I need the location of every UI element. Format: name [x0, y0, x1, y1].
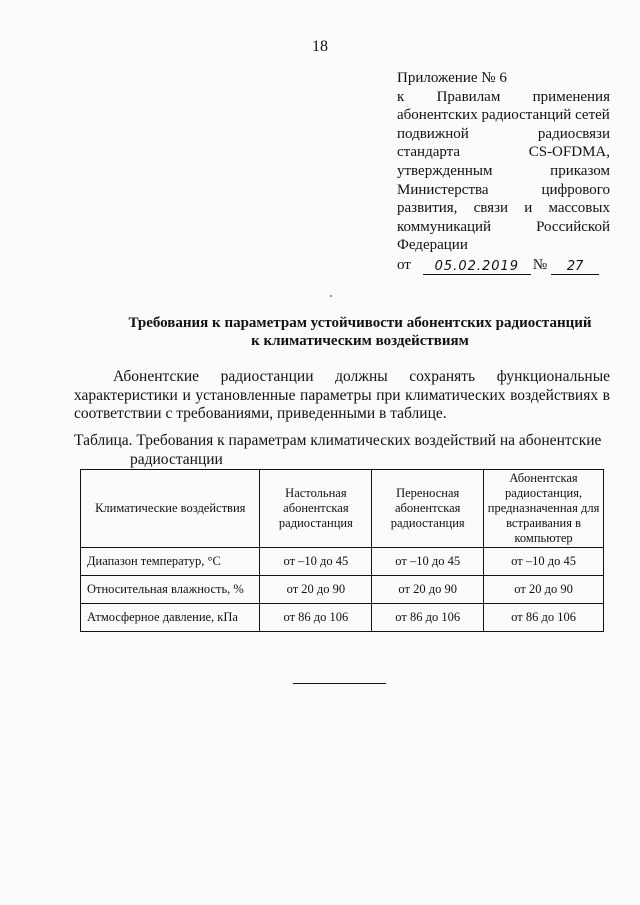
appendix-line [397, 162, 610, 181]
table-cell: от 86 до 106 [484, 604, 604, 632]
appendix-line [397, 199, 610, 218]
body-paragraph: Абонентские радиостанции должны сохранять функциональные характеристики и установленные параметры при климатических воздействиях в соответствии с требованиями, приведенными в таблице. [74, 368, 610, 422]
appendix-word: к [397, 88, 405, 105]
column-header: Климатические воздействия [81, 470, 260, 548]
appendix-word: подвижной [397, 125, 469, 142]
end-divider [293, 683, 386, 684]
column-header: Настольная абонентская радиостанция [260, 470, 372, 548]
appendix-word: Российской [536, 218, 610, 235]
appendix-word: CS-OFDMA, [528, 144, 610, 161]
appendix-word: стандарта [397, 144, 461, 161]
table-caption [74, 432, 612, 469]
requirements-table [80, 469, 604, 632]
table-cell: от –10 до 45 [484, 548, 604, 576]
table-cell: от 20 до 90 [484, 576, 604, 604]
appendix-word: развития, [397, 200, 458, 217]
caption-line: Таблица. Требования к параметрам климатических воздействий на абонентские [74, 432, 602, 449]
date-prefix: от [397, 256, 411, 273]
caption-line: радиостанции [130, 450, 223, 468]
handwritten-date: 05.02.2019 [423, 259, 531, 275]
appendix-title: Приложение № 6 [397, 70, 507, 86]
appendix-line: Федерации [397, 237, 468, 254]
table-row [81, 576, 604, 604]
table-cell: Атмосферное давление, кПа [81, 604, 260, 632]
appendix-word: Правилам [436, 88, 501, 105]
column-header: Переносная абонентская радиостанция [372, 470, 484, 548]
appendix-line [397, 143, 610, 162]
appendix-header [397, 69, 610, 275]
page-number: 18 [312, 38, 328, 55]
table-cell: от –10 до 45 [260, 548, 372, 576]
table-cell: от 20 до 90 [260, 576, 372, 604]
appendix-word: коммуникаций [397, 218, 492, 235]
column-header: Абонентская радиостанция, предназначенная для встраивания в компьютер [484, 470, 604, 548]
table-cell: от –10 до 45 [372, 548, 484, 576]
appendix-line [397, 181, 610, 200]
appendix-word: массовых [548, 200, 610, 217]
number-sign: № [532, 256, 548, 273]
table-cell: Диапазон температур, °C [81, 548, 260, 576]
appendix-word: и [524, 200, 533, 217]
handwritten-number: 27 [551, 259, 599, 275]
table-cell: от 86 до 106 [372, 604, 484, 632]
scan-speck [330, 295, 332, 297]
appendix-line: абонентских радиостанций сетей [397, 107, 610, 124]
document-title [60, 314, 640, 350]
appendix-word: связи [473, 200, 509, 217]
appendix-line [397, 88, 610, 107]
table-header-row [81, 470, 604, 548]
appendix-line [397, 125, 610, 144]
table-cell: от 86 до 106 [260, 604, 372, 632]
table-cell: Относительная влажность, % [81, 576, 260, 604]
title-line: Требования к параметрам устойчивости абонентских радиостанций [128, 315, 592, 331]
appendix-date-line [397, 256, 610, 275]
appendix-word: радиосвязи [537, 125, 610, 142]
appendix-line [397, 218, 610, 237]
appendix-word: Министерства [397, 181, 489, 198]
appendix-word: приказом [550, 162, 610, 179]
appendix-word: цифрового [541, 181, 610, 198]
title-line: к климатическим воздействиям [251, 333, 469, 349]
table-row [81, 548, 604, 576]
appendix-word: применения [532, 88, 610, 105]
appendix-word: утвержденным [397, 162, 493, 179]
table-row [81, 604, 604, 632]
table-cell: от 20 до 90 [372, 576, 484, 604]
